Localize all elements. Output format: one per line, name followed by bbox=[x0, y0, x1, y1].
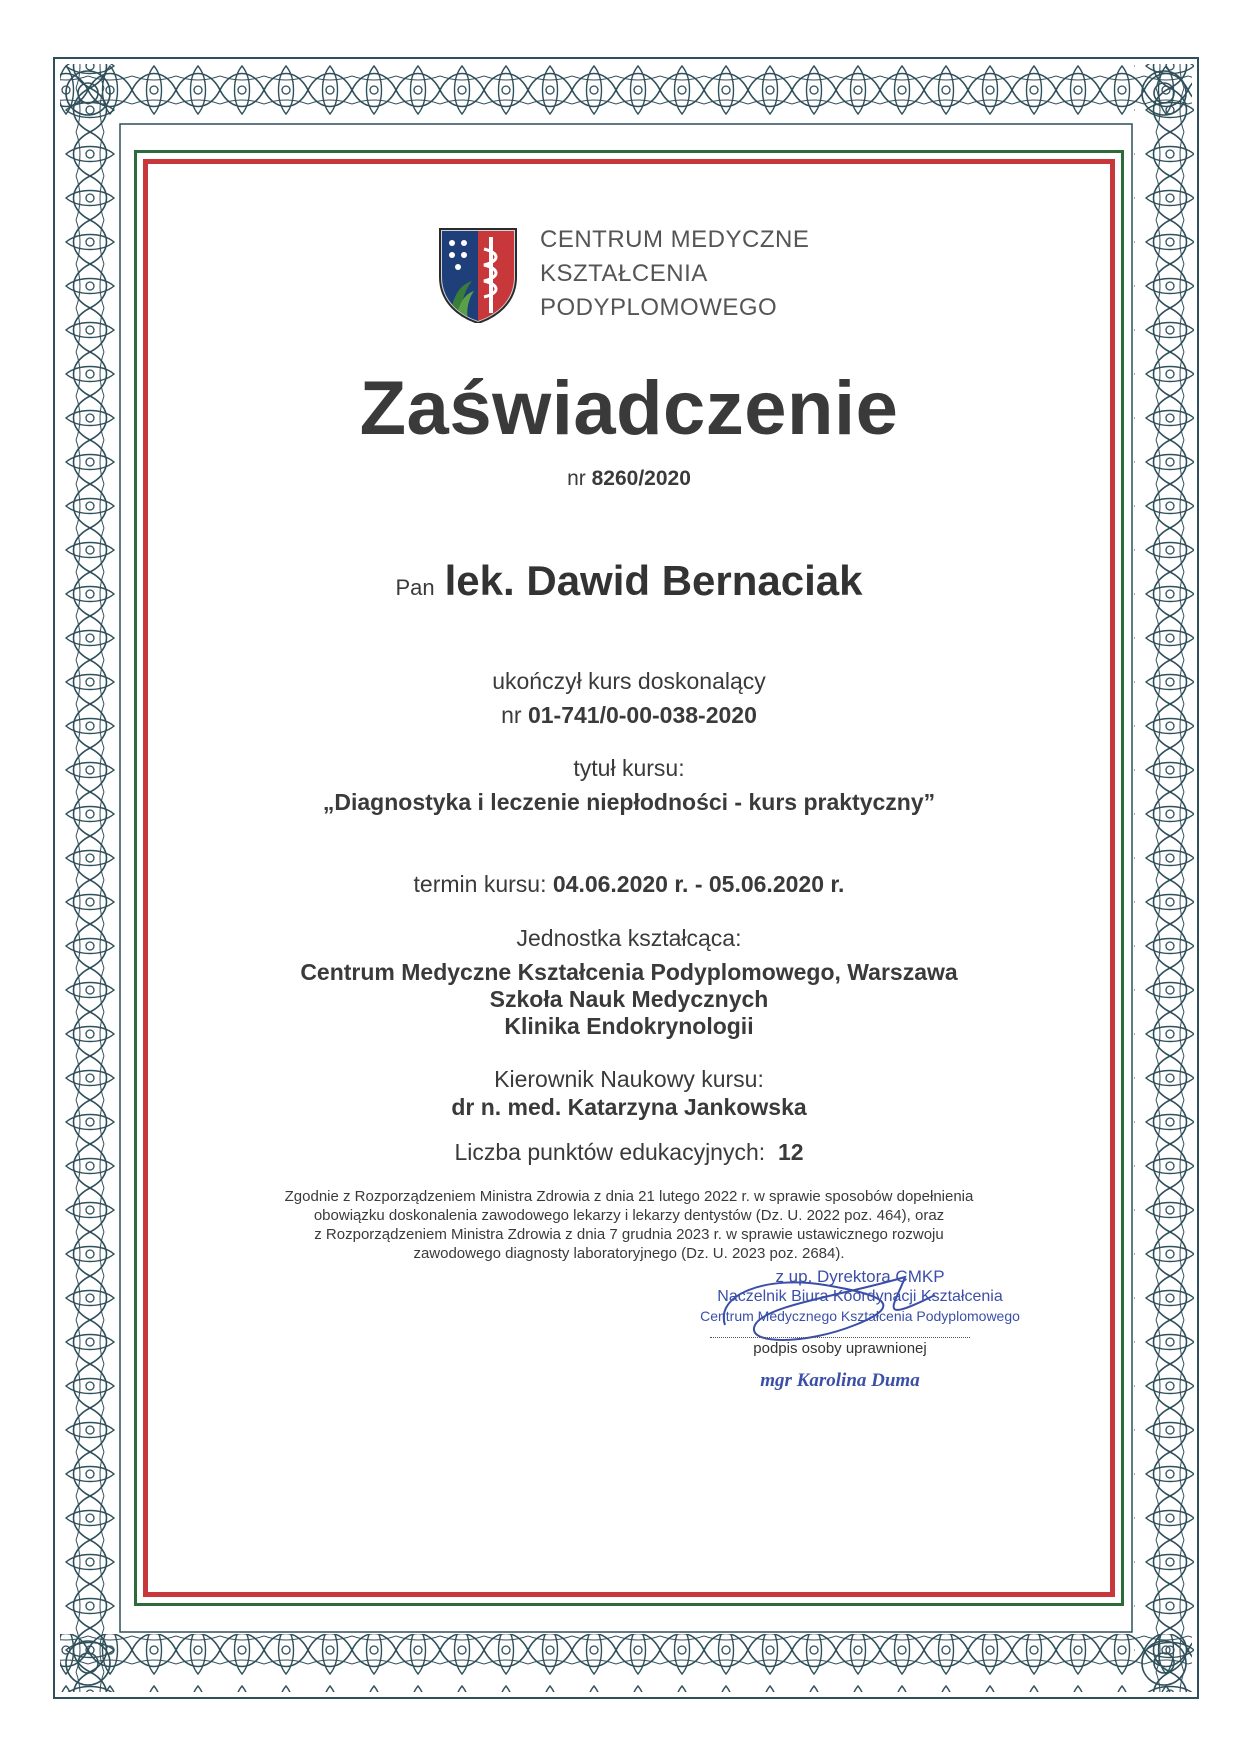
institution-logo bbox=[438, 225, 518, 328]
education-points-label: Liczba punktów edukacyjnych: bbox=[454, 1139, 766, 1165]
unit-label: Jednostka kształcąca: bbox=[516, 925, 742, 951]
stamp-line: Centrum Medycznego Kształcenia Podyplomowego bbox=[700, 1308, 1020, 1324]
unit-line: Centrum Medyczne Kształcenia Podyplomowego, Warszawa bbox=[300, 959, 958, 985]
course-term bbox=[150, 868, 1108, 900]
legal-line: zawodowego diagnosty laboratoryjnego (Dz. U. 2023 poz. 2684). bbox=[413, 1245, 845, 1262]
course-term-label: termin kursu: bbox=[413, 871, 547, 897]
caduceus-shield-icon bbox=[438, 225, 518, 323]
certificate-number-prefix: nr bbox=[567, 467, 586, 490]
unit-line: Klinika Endokrynologii bbox=[504, 1013, 754, 1039]
certificate-body bbox=[150, 165, 1108, 1591]
signature-caption: podpis osoby uprawnionej bbox=[753, 1340, 927, 1357]
legal-line: Zgodnie z Rozporządzeniem Ministra Zdrowia z dnia 21 lutego 2022 r. w sprawie sposobów dopełnienia bbox=[284, 1188, 974, 1205]
institution-name-line: KSZTAŁCENIA bbox=[540, 260, 708, 287]
supervisor-name: dr n. med. Katarzyna Jankowska bbox=[451, 1094, 807, 1120]
recipient-prefix: Pan bbox=[395, 575, 435, 600]
course-term-value: 04.06.2020 r. - 05.06.2020 r. bbox=[552, 871, 845, 897]
institution-name-line: CENTRUM MEDYCZNE bbox=[540, 226, 810, 253]
course-title: „Diagnostyka i leczenie niepłodności - kurs praktyczny” bbox=[322, 789, 936, 815]
course-number-prefix: nr bbox=[501, 702, 522, 728]
certificate-title: Zaświadczenie bbox=[359, 366, 899, 451]
signatory-name: mgr Karolina Duma bbox=[760, 1370, 920, 1391]
legal-line: obowiązku doskonalenia zawodowego lekarzy i lekarzy dentystów (Dz. U. 2022 poz. 464), oraz bbox=[313, 1207, 945, 1224]
signature-line bbox=[710, 1337, 970, 1338]
institution-name bbox=[540, 223, 809, 325]
course-completed-text: ukończył kurs doskonalący bbox=[492, 668, 766, 694]
stamp-line: Naczelnik Biura Koordynacji Kształcenia bbox=[717, 1288, 1003, 1305]
unit-line: Szkoła Nauk Medycznych bbox=[489, 986, 769, 1012]
recipient-name: lek. Dawid Bernaciak bbox=[444, 557, 863, 604]
legal-line: z Rozporządzeniem Ministra Zdrowia z dnia 7 grudnia 2023 r. w sprawie ustawicznego rozwoju bbox=[314, 1226, 944, 1243]
recipient bbox=[150, 557, 1108, 605]
supervisor-label: Kierownik Naukowy kursu: bbox=[494, 1066, 764, 1092]
certificate-number bbox=[150, 467, 1108, 491]
official-stamp bbox=[680, 1267, 1040, 1325]
stamp-line: z up. Dyrektora CMKP bbox=[775, 1267, 945, 1286]
education-points-value: 12 bbox=[777, 1139, 804, 1165]
course-number bbox=[150, 699, 1108, 731]
institution-name-line: PODYPLOMOWEGO bbox=[540, 294, 778, 321]
legal-basis bbox=[150, 1187, 1108, 1263]
course-title-label: tytuł kursu: bbox=[573, 755, 685, 781]
certificate-number-value: 8260/2020 bbox=[591, 467, 691, 490]
education-points bbox=[150, 1136, 1108, 1168]
course-number-value: 01-741/0-00-038-2020 bbox=[527, 702, 757, 728]
